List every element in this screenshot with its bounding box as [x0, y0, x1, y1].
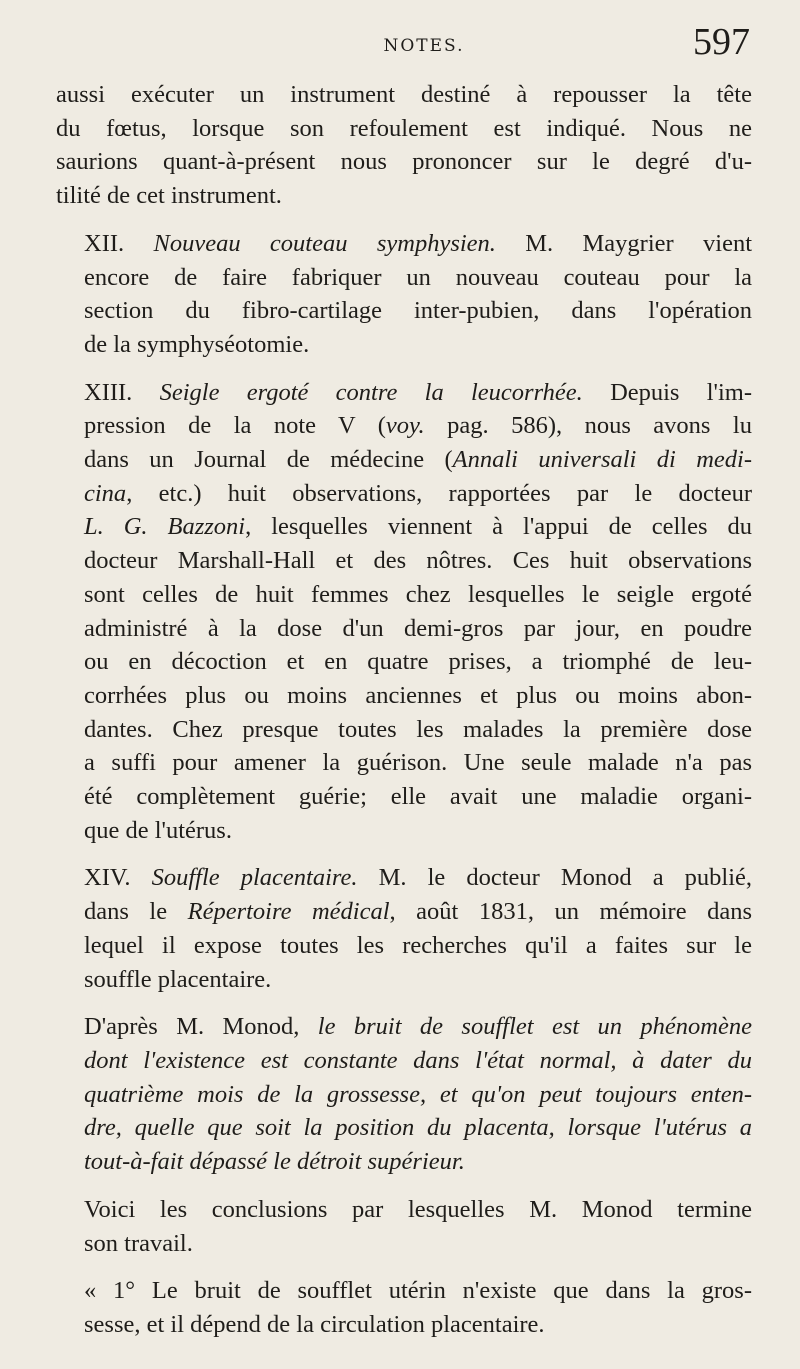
section-lead-text: M. Maygrier vient — [525, 229, 753, 257]
text-line: souffle placentaire. — [84, 965, 272, 993]
text-line: a suffi pour amener la guérison. Une seule malade n'a pas — [84, 749, 752, 777]
text-line: tout-à-fait dépassé le détroit supérieur. — [84, 1148, 465, 1176]
text-line: dre, quelle que soit la position du placenta, lorsque l'utérus a — [84, 1114, 752, 1142]
text-line: ou en décoction et en quatre prises, a triomphé de leu- — [84, 648, 752, 676]
text-line: dans le Répertoire médical, août 1831, un mémoire dans — [84, 898, 753, 926]
text-line: Voici les conclusions par lesquelles M. Monod termine — [84, 1195, 752, 1223]
text-line: sesse, et il dépend de la circulation placentaire. — [84, 1310, 545, 1338]
text-line: saurions quant-à-présent nous prononcer sur le degré d'u- — [56, 148, 752, 176]
text-line: de la symphyséotomie. — [84, 330, 310, 358]
text-line: son travail. — [84, 1229, 193, 1257]
text-line: dont l'existence est constante dans l'état normal, à dater du — [84, 1046, 752, 1074]
running-head: NOTES. — [383, 36, 465, 56]
text-line: du fœtus, lorsque son refoulement est indiqué. Nous ne — [56, 114, 752, 142]
text-line: tilité de cet instrument. — [56, 182, 282, 210]
text-line: cina, etc.) huit observations, rapportées par le docteur — [84, 479, 752, 507]
section-title: Souffle placentaire. — [151, 864, 358, 892]
page-number: 597 — [693, 21, 750, 63]
text-line — [56, 227, 752, 261]
text-line: D'après M. Monod, le bruit de soufflet est un phénomène — [84, 1013, 753, 1041]
section-number: XIV. — [84, 864, 131, 892]
section-number: XII. — [84, 229, 125, 257]
body-text — [56, 78, 752, 1342]
paragraph-p1 — [56, 78, 752, 213]
text-line: encore de faire fabriquer un nouveau couteau pour la — [84, 263, 752, 291]
text-line: section du fibro-cartilage inter-pubien, dans l'opération — [84, 297, 752, 325]
section-lead-text: Depuis l'im- — [610, 378, 752, 406]
text-line: L. G. Bazzoni, lesquelles viennent à l'appui de celles du — [84, 513, 752, 541]
paragraph-p5 — [56, 1010, 752, 1179]
paragraph-p2 — [56, 227, 752, 362]
text-line: été complètement guérie; elle avait une maladie organi- — [84, 783, 752, 811]
paragraph-p6 — [56, 1193, 752, 1260]
page-header — [56, 0, 752, 70]
text-line: quatrième mois de la grossesse, et qu'on peut toujours enten- — [84, 1080, 752, 1108]
section-title: Nouveau couteau symphysien. — [153, 229, 496, 257]
text-line: lequel il expose toutes les recherches qu'il a faites sur le — [84, 931, 752, 959]
section-lead-text: M. le docteur Monod a publié, — [378, 864, 753, 892]
text-line: sont celles de huit femmes chez lesquelles le seigle ergoté — [84, 580, 752, 608]
text-line: que de l'utérus. — [84, 816, 232, 844]
text-line — [56, 861, 752, 895]
paragraph-p7 — [56, 1274, 752, 1341]
section-number: XIII. — [84, 378, 133, 406]
section-title: Seigle ergoté contre la leucorrhée. — [159, 378, 583, 406]
text-line: corrhées plus ou moins anciennes et plus ou moins abon- — [84, 681, 752, 709]
text-line: aussi exécuter un instrument destiné à repousser la tête — [56, 81, 752, 108]
text-line: « 1° Le bruit de soufflet utérin n'existe que dans la gros- — [84, 1277, 752, 1305]
paragraph-p4 — [56, 861, 752, 996]
text-line — [56, 376, 752, 410]
text-line: administré à la dose d'un demi-gros par jour, en poudre — [84, 614, 752, 642]
paragraph-p3 — [56, 376, 752, 848]
text-line: dantes. Chez presque toutes les malades la première dose — [84, 715, 752, 743]
text-line: dans un Journal de médecine (Annali universali di medi- — [84, 446, 752, 474]
text-line: pression de la note V (voy. pag. 586), nous avons lu — [84, 412, 752, 440]
text-line: docteur Marshall-Hall et des nôtres. Ces huit observations — [84, 547, 752, 575]
